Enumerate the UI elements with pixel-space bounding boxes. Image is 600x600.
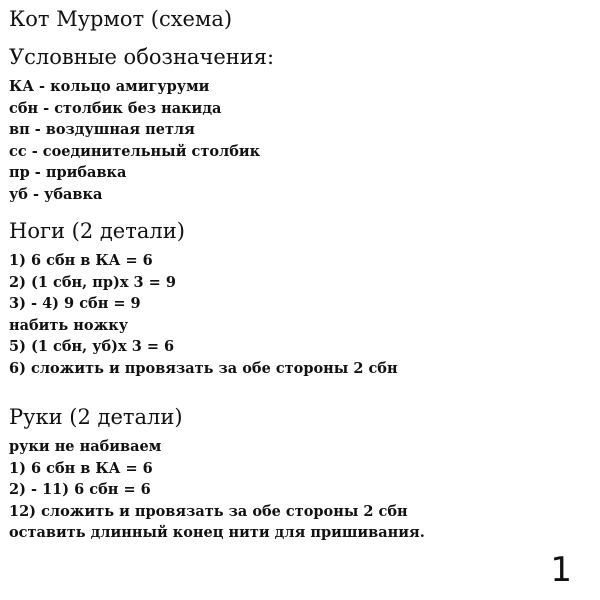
instruction-line: 1) 6 сбн в КА = 6	[9, 459, 153, 477]
instruction-line: 3) - 4) 9 сбн = 9	[9, 295, 141, 312]
legend-item: вп - воздушная петля	[9, 121, 195, 138]
instruction-line: оставить длинный конец нити для пришивания.	[9, 524, 425, 541]
instruction-line: 6) сложить и провязать за обе стороны 2 сбн	[9, 359, 398, 377]
legend-heading: Условные обозначения:	[9, 45, 275, 69]
page-title: Кот Мурмот (схема)	[9, 7, 233, 31]
legs-heading: Ноги (2 детали)	[9, 219, 185, 243]
legs-instructions	[9, 250, 398, 379]
legend-item: сс - соединительный столбик	[9, 142, 261, 160]
instruction-line: 12) сложить и провязать за обе стороны 2 сбн	[9, 502, 408, 520]
legend-item: КА - кольцо амигуруми	[9, 78, 210, 95]
instruction-line: 2) - 11) 6 сбн = 6	[9, 481, 151, 498]
instruction-line: набить ножку	[9, 316, 128, 334]
instruction-line: 2) (1 сбн, пр)х 3 = 9	[9, 273, 176, 291]
arms-instructions	[9, 436, 425, 544]
legend-item: уб - убавка	[9, 185, 103, 203]
instruction-line: руки не набиваем	[9, 438, 162, 455]
arms-heading: Руки (2 детали)	[9, 405, 183, 429]
instruction-line: 5) (1 сбн, уб)х 3 = 6	[9, 338, 175, 355]
page-number: 1	[550, 550, 572, 590]
instruction-line: 1) 6 сбн в КА = 6	[9, 252, 153, 269]
legend-item: сбн - столбик без накида	[9, 99, 222, 117]
legend-item: пр - прибавка	[9, 164, 127, 181]
legend-list	[9, 76, 260, 205]
